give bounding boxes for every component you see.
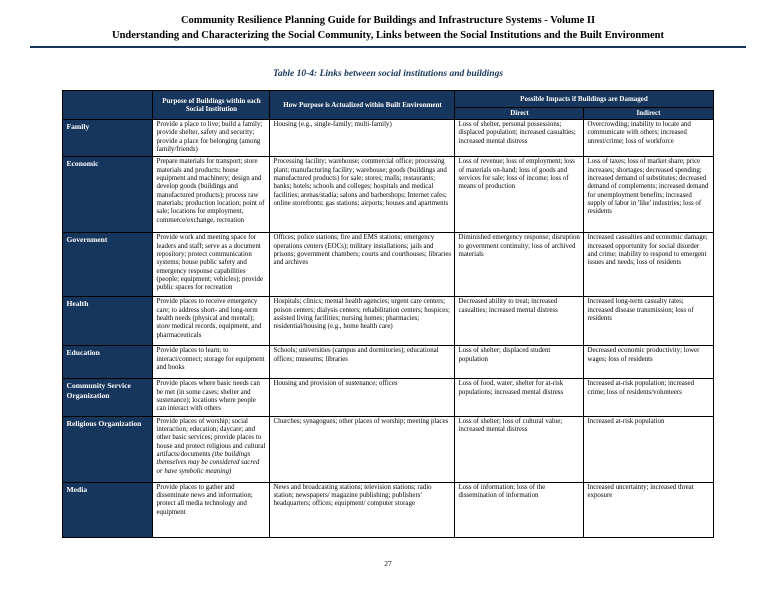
cell-direct: Loss of revenue; loss of employment; loss of materials on-hand; loss of goods and services for sale; loss of income; loss of means of production: [455, 157, 584, 233]
cell-how: Housing (e.g., single-family; multi-family): [270, 120, 455, 157]
table-row-health: [63, 297, 713, 346]
cell-direct: Loss of shelter, personal possessions; displaced population; increased casualties; increased mental distress: [455, 120, 584, 157]
cell-purpose-note: (the buildings themselves may be considered sacred or have symbolic meaning): [156, 451, 260, 475]
cell-direct: Loss of shelter; loss of cultural value; increased mental distress: [455, 416, 584, 482]
cell-direct: Diminished emergency response; disruption to government continuity; loss of archived materials: [455, 233, 584, 297]
cell-how: Hospitals; clinics; mental health agencies; urgent care centers; poison centers; dialysis centers; rehabilitation centers; hospices; assisted living facilities; nursing homes; pharmacies; residential/housing (e.g., home health care): [270, 297, 455, 346]
cell-direct: Loss of information; loss of the dissemination of information: [455, 482, 584, 537]
cell-purpose: Provide places to learn; to interact/connect; storage for equipment and books: [153, 346, 270, 379]
cell-purpose: Prepare materials for transport; store materials and products; house equipment and machinery; design and develop goods (buildings and manufactured products); process raw materials; production location; point of sale; locations for employment, commerce/exchange, recreation: [153, 157, 270, 233]
page-number: 27: [384, 559, 392, 568]
row-label: Community Service Organization: [63, 379, 153, 416]
header-impacts: Possible Impacts if Buildings are Damaged: [455, 91, 713, 108]
cell-indirect: Overcrowding; inability to locate and communicate with others; increased unrest/crime; loss of workforce: [584, 120, 713, 157]
cell-direct: Loss of food, water; shelter for at-risk populations; increased mental distress: [455, 379, 584, 416]
cell-indirect: Increased at-risk population: [584, 416, 713, 482]
table-row-community-service-organization: [63, 379, 713, 416]
document-header-line1: Community Resilience Planning Guide for Buildings and Infrastructure Systems - Volume II: [180, 15, 596, 26]
links-table: [62, 90, 713, 538]
cell-purpose: Provide a place to live; build a family; provide shelter, safety and security; provide a place for belonging (among family/friends): [153, 120, 270, 157]
header-how: How Purpose is Actualized within Built Environment: [270, 91, 455, 120]
header-corner-cell: [63, 91, 153, 120]
table-row-economic: [63, 157, 713, 233]
cell-how: News and broadcasting stations; television stations; radio station; newspapers/ magazine publishing; publishers' headquarters; offices; equipment/ computer storage: [270, 482, 455, 537]
header-indirect: Indirect: [584, 108, 713, 120]
cell-indirect: Increased uncertainty; increased threat exposure: [584, 482, 713, 537]
table-row-family: [63, 120, 713, 157]
row-label: Religious Organization: [63, 416, 153, 482]
cell-indirect: Increased long-term casualty rates; increased disease transmission; loss of residents: [584, 297, 713, 346]
cell-how: Processing facility; warehouse; commercial office; processing plant; manufacturing facility; warehouse; goods (buildings and manufactured products) for sale; stores; malls; restaurants; banks; hotels; schools and colleges; hospitals and medical facilities; arenas/stadia; salons and barbershops; Internet cafes; online storefronts; gas stations; airports; houses and apartments: [270, 157, 455, 233]
table-row-religious-organization: [63, 416, 713, 482]
table-row-government: [63, 233, 713, 297]
cell-purpose-text: Provide places of worship; social interaction; education; daycare; and other basic services; provide places to house and protect religious and cultural artifacts/documents: [156, 417, 266, 459]
table-row-education: [63, 346, 713, 379]
cell-how: Churches; synagogues; other places of worship; meeting places: [270, 416, 455, 482]
row-label: Education: [63, 346, 153, 379]
row-label: Health: [63, 297, 153, 346]
cell-how: Housing and provision of sustenance; offices: [270, 379, 455, 416]
header-rule: [30, 46, 746, 48]
cell-indirect: Decreased economic productivity; lower wages; loss of residents: [584, 346, 713, 379]
cell-how: Schools; universities (campus and dormitories); educational offices; museums; libraries: [270, 346, 455, 379]
table-row-media: [63, 482, 713, 537]
header-purpose: Purpose of Buildings within each Social Institution: [153, 91, 270, 120]
document-header-line2: Understanding and Characterizing the Social Community, Links between the Social Institutions and the Built Environment: [112, 30, 664, 41]
cell-purpose: Provide work and meeting space for leaders and staff; serve as a document repository; protect communication systems; house public safety and emergency response capabilities (people; equipment; vehicles); provide public spaces for recreation: [153, 233, 270, 297]
cell-indirect: Loss of taxes; loss of market share; price increases; shortages; decreased spending; increased demand of substitutes; decreased demand of complements; increased demand for unemployment benefits; increased supply of labor in 'like' industries; loss of residents: [584, 157, 713, 233]
cell-indirect: Increased at-risk population; increased crime; loss of residents/volunteers: [584, 379, 713, 416]
cell-purpose: Provide places to gather and disseminate news and information; protect all media technology and equipment: [153, 482, 270, 537]
cell-purpose: Provide places where basic needs can be met (in some cases; shelter and sustenance); locations where people can interact with others: [153, 379, 270, 416]
table-header: [63, 91, 713, 120]
cell-purpose: [153, 416, 270, 482]
cell-purpose: Provide places to receive emergency care; to address short- and long-term health needs (physical and mental); store medical records, equipment, and pharmaceuticals: [153, 297, 270, 346]
row-label: Government: [63, 233, 153, 297]
document-header: [0, 0, 776, 43]
table-title: Table 10-4: Links between social institutions and buildings: [272, 69, 504, 79]
row-label: Media: [63, 482, 153, 537]
row-label: Economic: [63, 157, 153, 233]
cell-direct: Loss of shelter; displaced student population: [455, 346, 584, 379]
cell-how: Offices; police stations; fire and EMS stations; emergency operations centers (EOCs); military installations; jails and prisons; government chambers; courts and courthouses; libraries and archives: [270, 233, 455, 297]
cell-direct: Decreased ability to treat; increased casualties; increased mental distress: [455, 297, 584, 346]
row-label: Family: [63, 120, 153, 157]
cell-indirect: Increased casualties and economic damage; increased opportunity for social disorder and crime; inability to respond to emergent issues and needs; loss of residents: [584, 233, 713, 297]
header-direct: Direct: [455, 108, 584, 120]
